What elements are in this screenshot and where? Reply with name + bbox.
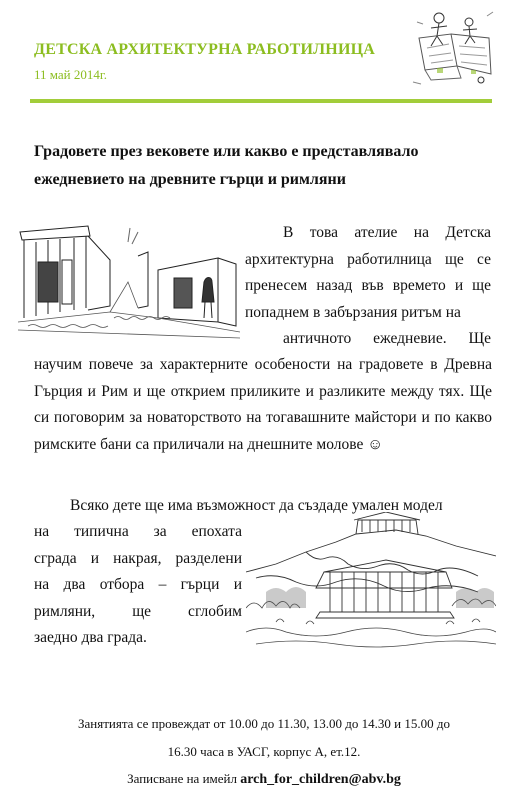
footer [20,710,508,794]
schedule-line2: 16.30 часа в УАСГ, корпус А, ет.12. [167,743,361,759]
paragraph2-line5: заедно два града. [34,629,147,647]
paragraph2-line4: римляни, ще сглобим [34,602,242,620]
ancient-street-sketch [18,222,240,340]
paragraph2-line2: сграда и накрая, разделени [34,549,242,567]
paragraph1-line1: В това ателие на Детска [283,224,491,241]
paragraph1-intro [245,220,491,353]
schedule-line1: Занятията се провеждат от 10.00 до 11.30, 13.00 до 14.30 и 15.00 до [78,716,450,731]
paragraph2-lead: Всяко дете ще има възможност да създаде умален модел [70,497,443,514]
signup-line [20,765,508,794]
signup-prefix: Записване на имейл [127,771,241,786]
paragraph1-line4: попаднем в забързания ритъм на [245,303,461,321]
main-title [34,138,504,194]
paragraph1-line3: пренесем назад във времето и ще [245,277,491,295]
header-divider [30,99,492,103]
main-title-line1: Градовете през вековете или какво е представлявало [34,143,419,160]
paragraph2-line1: на типична за епохата [34,523,242,540]
paragraph1-line5: античното ежедневие. Ще [283,330,491,348]
paragraph2-line3: на два отбора – гърци и [34,576,242,594]
header-title: ДЕТСКА АРХИТЕКТУРНА РАБОТИЛНИЦА [34,41,375,58]
paragraph1-continued: научим повече за характерните особености на градовете в Древна Гърция и Рим и ще открием приликите и разликите между тях. Ще си поговорим за новаторството на тогавашните майстори и по какво римските бани са приличали на днешните молове ☺ [34,356,492,453]
paragraph1-line2: архитектурна работилница ще се [245,250,491,268]
children-drawing-logo [411,8,497,88]
paragraph2-beside-image [34,519,242,652]
main-title-line2: ежедневието на древните гърци и римляни [34,171,346,188]
acropolis-temple-sketch [246,512,496,648]
header-date: 11 май 2014г. [34,67,107,82]
email-address[interactable]: arch_for_children@abv.bg [240,772,401,787]
